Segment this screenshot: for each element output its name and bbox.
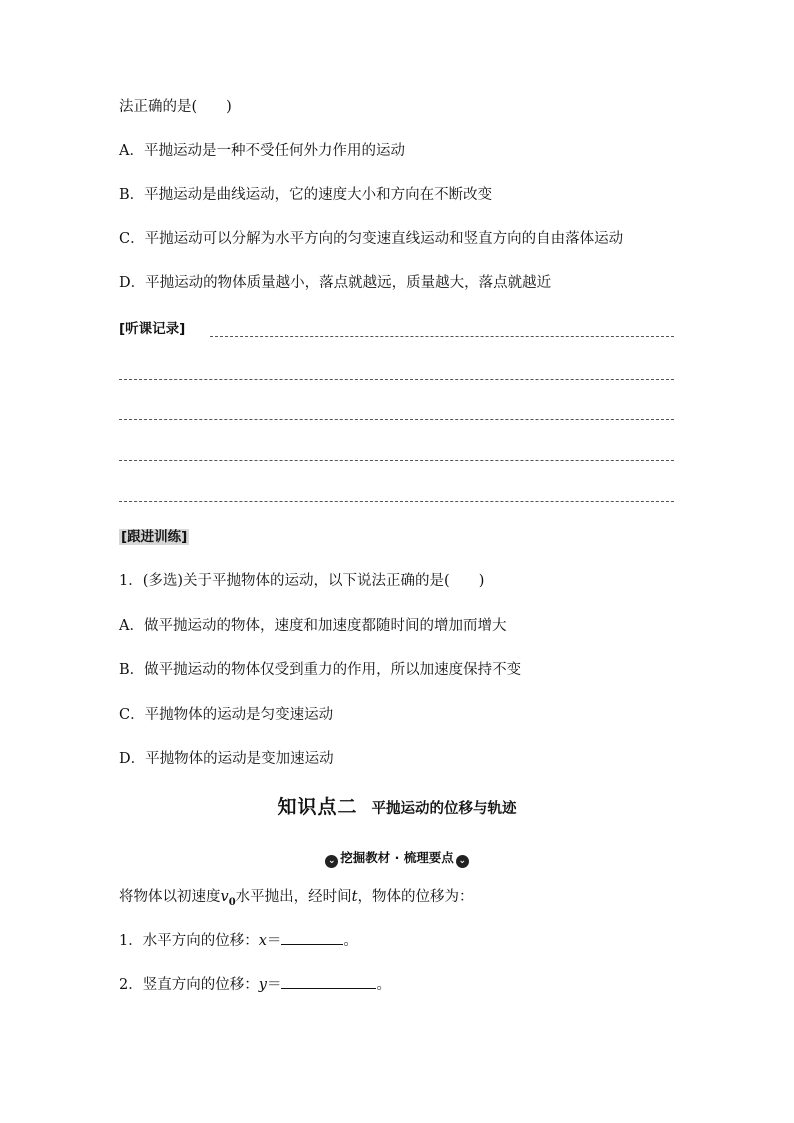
practice-option-a: A．做平抛运动的物体，速度和加速度都随时间的增加而增大 [119, 618, 507, 634]
question-option-b: B．平抛运动是曲线运动，它的速度大小和方向在不断改变 [119, 187, 493, 203]
item1-blank[interactable] [281, 943, 343, 945]
intro-mid: 水平抛出，经时间 [235, 889, 352, 905]
practice-tag: [跟进训练] [121, 529, 188, 545]
intro-sub: 0 [228, 896, 236, 908]
practice-stem: 1．(多选)关于平抛物体的运动，以下说法正确的是( ) [119, 573, 485, 589]
notes-line [119, 501, 674, 502]
practice-option-c: C．平抛物体的运动是匀变速运动 [119, 707, 334, 723]
notes-line [119, 460, 674, 461]
question-option-c: C．平抛运动可以分解为水平方向的匀变速直线运动和竖直方向的自由落体运动 [119, 231, 624, 247]
item2-eq: ＝ [266, 977, 282, 993]
chevron-down-circle-icon: ⌄ [325, 855, 338, 868]
content-intro [119, 887, 474, 913]
notes-line [119, 379, 674, 380]
chevron-down-circle-icon: ⌄ [456, 855, 469, 868]
question-stem-tail: 法正确的是( ) [119, 99, 232, 115]
content-item-1 [119, 931, 358, 951]
intro-var: v [220, 889, 229, 905]
notes-line [210, 336, 674, 337]
notes-line [119, 419, 674, 420]
section-banner [0, 848, 794, 868]
section-subtitle: 平抛运动的位移与轨迹 [371, 801, 517, 817]
item2-end: 。 [376, 977, 391, 993]
question-option-d: D．平抛运动的物体质量越小，落点就越远，质量越大，落点就越近 [119, 275, 552, 291]
item1-var: x [258, 933, 267, 949]
section-title: 知识点二 [277, 796, 358, 818]
intro-t: t [351, 889, 358, 905]
item1-eq: ＝ [266, 933, 282, 949]
notes-label: [听课记录] [119, 321, 186, 337]
question-option-a: A．平抛运动是一种不受任何外力作用的运动 [119, 143, 405, 159]
item2-label: 2．竖直方向的位移： [119, 977, 259, 993]
item1-label: 1．水平方向的位移： [119, 933, 259, 949]
banner-text: 挖掘教材 · 梳理要点 [340, 850, 454, 865]
item2-var: y [258, 977, 267, 993]
intro-post: ，物体的位移为： [357, 889, 474, 905]
intro-pre: 将物体以初速度 [119, 889, 221, 905]
practice-option-b: B．做平抛运动的物体仅受到重力的作用，所以加速度保持不变 [119, 662, 522, 678]
item2-blank[interactable] [281, 987, 376, 989]
content-item-2 [119, 975, 391, 995]
practice-option-d: D．平抛物体的运动是变加速运动 [119, 751, 334, 767]
section-heading [0, 792, 794, 819]
item1-end: 。 [343, 933, 358, 949]
